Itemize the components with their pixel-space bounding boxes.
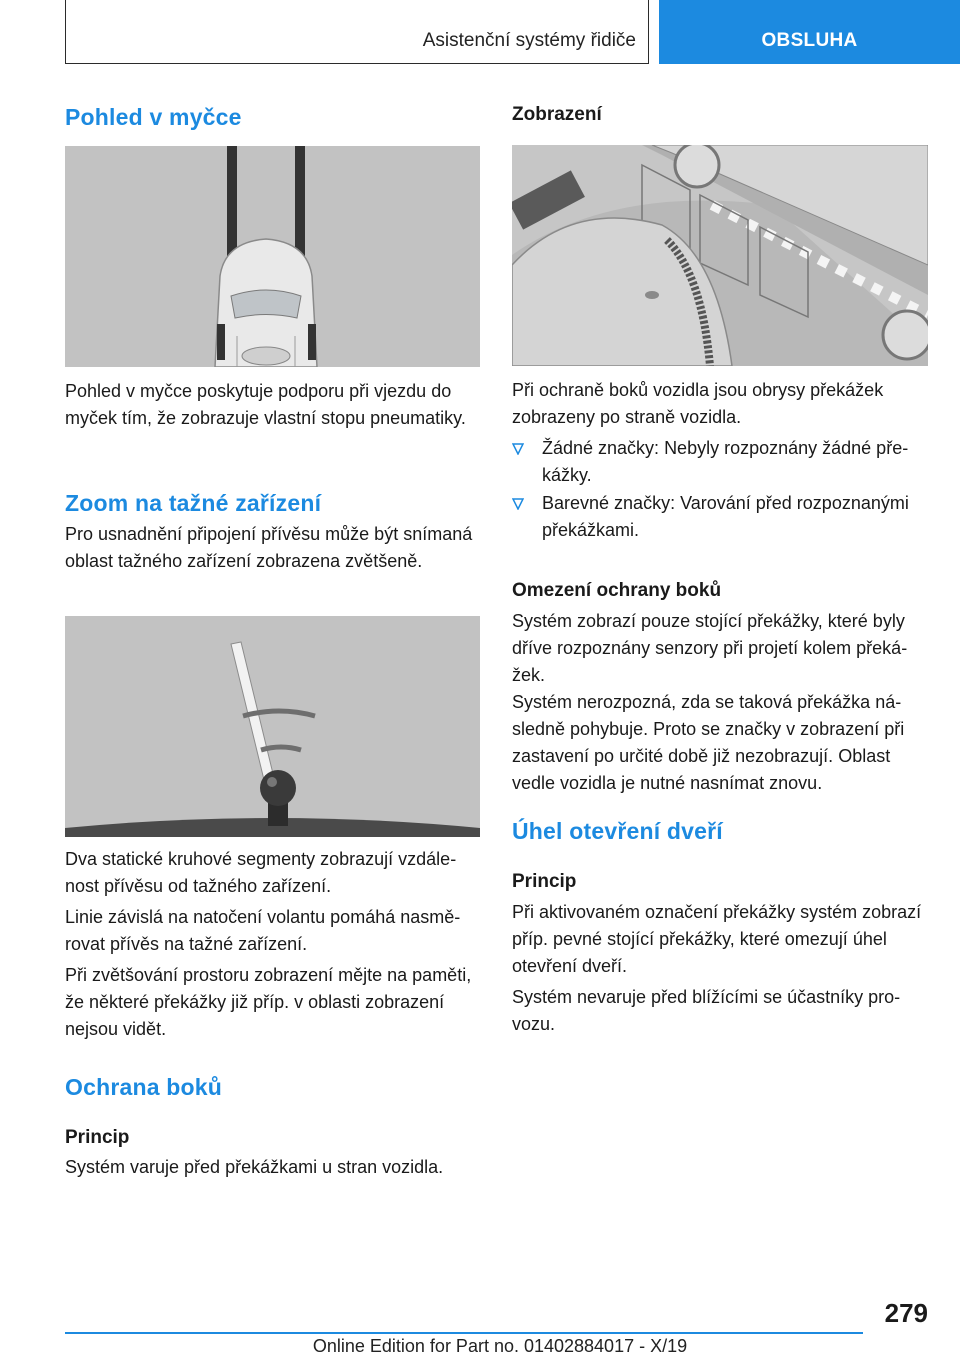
paragraph-tow-hitch-zoom: Pro usnadnění připojení přívěsu může být snímaná oblast tažného zařízení zobrazena zvětšeně. bbox=[65, 524, 473, 571]
paragraph-limits-2: Systém nerozpozná, zda se taková překážka následně pohybuje. Proto se značky v zobrazení při zastavení po určité době již nezobrazují. Oblast vedle vozidla je nutné nasnímat znovu. bbox=[512, 692, 905, 793]
paragraph-steering-line: Linie závislá na natočení volantu pomáhá nasměrovat přívěs na tažné zařízení. bbox=[65, 907, 461, 954]
heading-principle-door: Princip bbox=[512, 871, 577, 892]
paragraph-limits-1: Systém zobrazí pouze stojící překážky, které byly dříve rozpoznány senzory při projetí kolem překážek. bbox=[512, 611, 908, 685]
bullet-no-markers bbox=[512, 435, 928, 489]
bullet-colored-markers bbox=[512, 490, 928, 544]
bullet-text: Barevné značky: Varování před rozpoznanými překážkami. bbox=[542, 493, 909, 540]
triangle-bullet-icon bbox=[512, 498, 524, 510]
paragraph-car-wash: Pohled v myčce poskytuje podporu při vjezdu do myček tím, že zobrazuje vlastní stopu pneumatiky. bbox=[65, 381, 466, 428]
figure-car-wash bbox=[65, 146, 480, 367]
triangle-bullet-icon bbox=[512, 443, 524, 455]
heading-principle-side: Princip bbox=[65, 1127, 130, 1148]
paragraph-principle-side: Systém varuje před překážkami u stran vozidla. bbox=[65, 1157, 444, 1177]
page-number: 279 bbox=[884, 1298, 928, 1328]
bullet-text: Žádné značky: Nebyly rozpoznány žádné překážky. bbox=[542, 438, 909, 485]
heading-car-wash-view: Pohled v myčce bbox=[65, 104, 242, 130]
footer-divider bbox=[65, 1332, 863, 1334]
heading-door-opening-angle: Úhel otevření dveří bbox=[512, 818, 723, 844]
header-section-box bbox=[65, 0, 649, 64]
figure-side-protection bbox=[512, 145, 928, 366]
heading-side-protection: Ochrana boků bbox=[65, 1074, 223, 1100]
chapter-tab[interactable] bbox=[659, 0, 960, 64]
chapter-tab-label: OBSLUHA bbox=[761, 30, 858, 51]
paragraph-door-1: Při aktivovaném označení překážky systém zobrazí příp. pevné stojící překážky, které omezují úhel otevření dveří. bbox=[512, 902, 922, 976]
heading-tow-hitch-zoom: Zoom na tažné zařízení bbox=[65, 490, 322, 516]
paragraph-display: Při ochraně boků vozidla jsou obrysy překážek zobrazeny po straně vozidla. bbox=[512, 380, 884, 427]
paragraph-door-2: Systém nevaruje před blížícími se účastníky provozu. bbox=[512, 987, 901, 1034]
paragraph-zoom-warning: Při zvětšování prostoru zobrazení mějte na paměti, že některé překážky již příp. v oblasti zobrazení nejsou vidět. bbox=[65, 965, 472, 1039]
heading-side-protection-limits: Omezení ochrany boků bbox=[512, 580, 722, 601]
footer-edition: Online Edition for Part no. 01402884017 - X/19 bbox=[312, 1336, 688, 1356]
figure-tow-hitch bbox=[65, 616, 480, 837]
paragraph-segments: Dva statické kruhové segmenty zobrazují vzdálenost přívěsu od tažného zařízení. bbox=[65, 849, 457, 896]
section-title: Asistenční systémy řidiče bbox=[422, 30, 636, 51]
heading-display: Zobrazení bbox=[512, 104, 602, 125]
